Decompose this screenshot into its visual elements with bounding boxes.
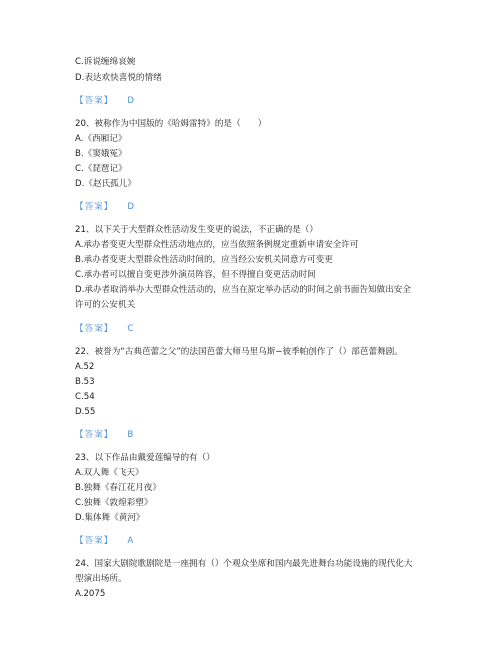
option-b: B.承办者变更大型群众性活动时间的，应当经公安机关同意方可变更	[75, 255, 333, 265]
question-21-stem: 21、以下关于大型群众性活动发生变更的说法，不正确的是（）	[75, 225, 318, 235]
option-a: A.52	[75, 362, 95, 372]
answer-line	[75, 535, 133, 547]
option-c: C.独舞《敦煌彩塑》	[75, 498, 153, 508]
answer-tag: 【答案】	[75, 536, 114, 546]
option-d-continued: 许可的公安机关	[75, 300, 136, 310]
answer-tag: 【答案】	[75, 430, 114, 440]
question-22-stem: 22、被誉为“古典芭蕾之父”的法国芭蕾大师马里乌斯−彼季帕创作了（）部芭蕾舞剧。	[75, 347, 403, 357]
option-c: C.诉说缠绵哀婉	[75, 57, 136, 67]
option-a: A.承办者变更大型群众性活动地点的，应当依照条例规定重新申请安全许可	[75, 240, 359, 250]
answer-value: D	[127, 96, 135, 106]
option-d: D.55	[75, 407, 96, 417]
option-a: A.《西厢记》	[75, 134, 127, 144]
option-d: D.《赵氏孤儿》	[75, 179, 136, 189]
answer-line	[75, 201, 134, 213]
question-20-stem: 20、被称作为中国版的《哈姆雷特》的是（ ）	[75, 119, 267, 129]
option-a: A.双人舞《飞天》	[75, 468, 144, 478]
answer-tag: 【答案】	[75, 202, 114, 212]
answer-value: C	[127, 324, 134, 334]
option-b: B.53	[75, 377, 95, 387]
option-d: D.集体舞《黄河》	[75, 513, 145, 523]
answer-line	[75, 323, 133, 335]
answer-line	[75, 95, 134, 107]
answer-value: B	[127, 430, 134, 440]
option-c: C.承办者可以擅自变更涉外演员阵容，但不得擅自变更活动时间	[75, 270, 316, 280]
option-d: D.承办者取消举办大型群众性活动的，应当在原定举办活动的时间之前书面告知做出安全	[75, 285, 411, 295]
question-24-stem: 24、国家大剧院歌剧院是一座拥有（）个观众坐席和国内最先进舞台功能设施的现代化大	[75, 559, 413, 569]
option-b: B.独舞《春江花月夜》	[75, 483, 161, 493]
question-24-stem-continued: 型演出场所。	[75, 574, 127, 584]
answer-value: D	[127, 202, 135, 212]
question-23-stem: 23、以下作品由戴爱莲编导的有（）	[75, 453, 215, 463]
option-c: C.《琵琶记》	[75, 164, 127, 174]
answer-value: A	[127, 536, 134, 546]
option-a: A.2075	[75, 589, 106, 599]
answer-tag: 【答案】	[75, 96, 114, 106]
answer-tag: 【答案】	[75, 324, 114, 334]
option-c: C.54	[75, 392, 95, 402]
option-b: B.《窦娥冤》	[75, 149, 127, 159]
option-d: D.表达欢快喜悦的情绪	[75, 73, 162, 83]
answer-line	[75, 429, 133, 441]
